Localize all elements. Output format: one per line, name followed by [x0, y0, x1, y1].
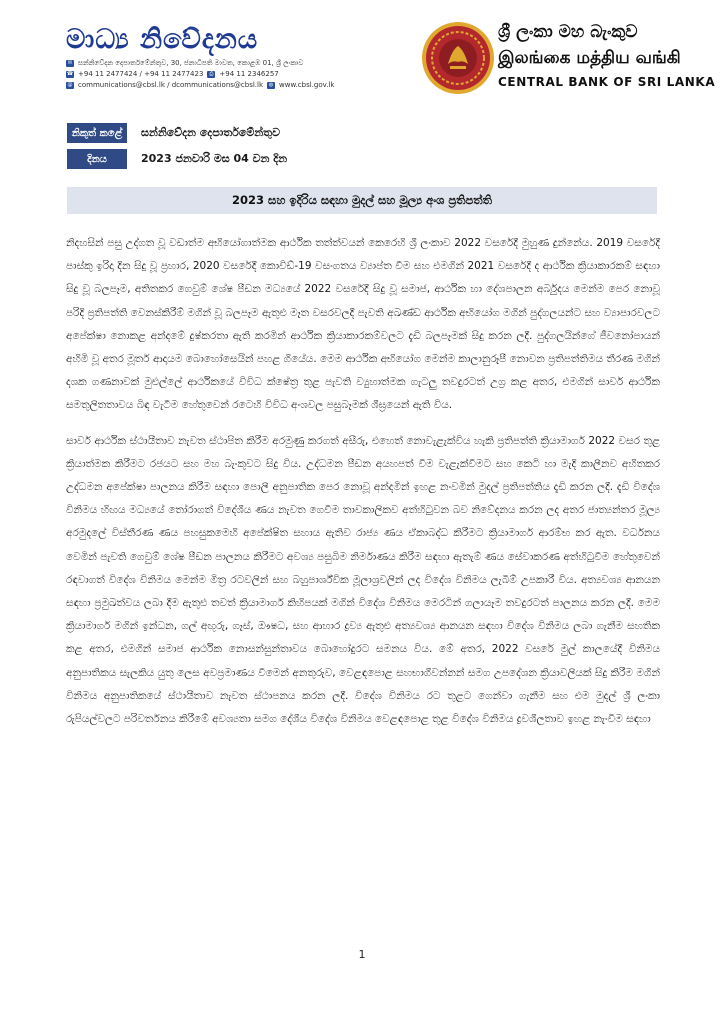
fax-icon: ⎙: [209, 71, 214, 77]
date-row: [67, 147, 287, 171]
document-body: [66, 232, 660, 743]
date-label: දිනය: [67, 149, 127, 169]
document-title-banner: [67, 187, 657, 214]
issued-by-value: සන්නිවේදන දෙපාර්තමේන්තුව: [141, 126, 281, 139]
website-text[interactable]: www.cbsl.gov.lk: [279, 81, 335, 89]
paragraph: සාර්ව ආර්ථික ස්ථායීතාව නැවත ස්ථාපිත කිරීම අරමුණු කරගත් අසීරු, එහෙත් නොවැළැක්විය හැකි ප්‍රතිපත්ති ක්‍රියාමාර්ග 2022 වසර තුළ ක්‍රියාත්මක කිරීමට රජයට සහ මහ බැංකුවට සිදු විය. උද්ධමන පීඩන අයහපත් වීම වැළැක්වීමට සහ කෙටි හා මැදි කාලීනව අහිතකර උද්ධමන අපේක්ෂා පාලනය කිරීම සඳහා පොලී අනුපාතික පෙර නොවූ අන්දමින් ඉහළ නංවමින් මුදල් ප්‍රතිපත්තිය දැඩි කරන ලදී. දැඩි විදේශ විනිමය හිඟය මධ්‍යයේ තෝරාගත් විදේශීය ණය නැවත ගෙවීම තාවකාලිකව අත්හිටුවන බව නිවේදනය කරන ලද අතර ජාත්‍යන්තර මූල්‍ය අරමුදලේ විස්තීරණ ණය පහසුකමෙහි අපේක්ෂිත සහාය ඇතිව රාජ්‍ය ණය ඒකාබද්ධ කිරීමට ක්‍රියාමාර්ග ආරම්භ කර ඇත. වර්ධනය වෙමින් පැවති ගෙවුම් ශේෂ පීඩන පාලනය කිරීමට අවශ්‍ය පසුබිම නිර්මාණය කිරීම සඳහා ඇතැම් ණය සේවාකරණ අත්හිටුවීම හේතුවෙන් රඳවාගත් විදේශ විනිමය මෙන්ම මිත්‍ර රටවලින් සහ බහුපාර්ශ්වික මූලාශ්‍රවලින් ලද විදේශ විනිමය ලැබීම් උපකාරී විය. අත්‍යවශ්‍ය ආනයන සඳහා ප්‍රමුඛත්වය ලබා දීම ඇතුළු තවත් ක්‍රියාමාර්ග කිහිපයක් මගින් විදේශ විනිමය මෙරටින් ගලායෑම තවදුරටත් පාලනය කරන ලදී. මෙම ක්‍රියාමාර්ග මගින් ඉන්ධන, ගල් අඟුරු, ගෑස්, ඖෂධ, සහ ආහාර ද්‍රව්‍ය ඇතුළු අත්‍යවශ්‍ය ආනයන සඳහා විදේශ විනිමය ලබා ගැනීම සහතික කළ අතර, එමගින් සමාජ ආර්ථික නොසන්සුන්තාවය බොහෝදුරට සමනය විය. මේ අතර, 2022 වසරේ මුල් කාලයේදී විනිමය අනුපාතිකය සැලකිය යුතු ලෙස අවප්‍රමාණය වීමෙන් අනතුරුව, වෙළඳපොළ සහභාගීවන්නන් සමග උපදේශන ක්‍රියාවලියක් සිදු කිරීම මගින් විනිමය අනුපාතිකයේ ස්ථායීතාව නැවත ස්ථාපනය කරන ලදී. විදේශ විනිමය රට තුළට ගෙන්වා ගැනීම සහ එම මුදල් ශ්‍රී ලංකා රුපියල්වලට පරිවර්තනය කිරීමේ අවශ්‍යතා සමග දේශීය විදේශ විනිමය වෙළඳපොළ තුළ විදේශ විනිමය ද්‍රවශීලතාව ඉහළ නැංවීම සඳහා: [66, 434, 660, 726]
document-title: 2023 සහ ඉදිරිය සඳහා මුදල් සහ මූල්‍ය අංශ ප්‍රතිපත්ති: [232, 193, 492, 207]
phone-text: +94 11 2477424 / +94 11 2477423: [78, 70, 204, 78]
media-release-title: මාධ්‍ය නිවේදනය: [66, 24, 259, 55]
bank-name-tamil: இலங்கை மத்திய வங்கி: [498, 48, 681, 68]
address-row: [66, 58, 334, 69]
page-number: 1: [358, 948, 366, 961]
letterhead: [0, 0, 724, 110]
release-meta: [67, 121, 287, 173]
cbsl-seal-icon: [420, 20, 496, 96]
web-row: [66, 80, 334, 91]
at-icon: @: [67, 82, 73, 88]
phone-icon: ☎: [66, 71, 74, 77]
mail-icon: ✉: [67, 60, 73, 66]
globe-icon: ◍: [268, 82, 274, 88]
issued-by-row: [67, 121, 287, 145]
contact-block: [66, 58, 334, 91]
phone-row: [66, 69, 334, 80]
address-text: සන්නිවේදන දෙපාර්තමේන්තුව, 30, ජනාධිපති මාවත, කොළඹ 01, ශ්‍රී ලංකාව: [78, 59, 304, 67]
bank-name-sinhala: ශ්‍රී ලංකා මහ බැංකුව: [498, 22, 638, 42]
paragraph: නිදහසින් පසු උද්ගත වූ වඩාත්ම අභියෝගාත්මක ආර්ථික තත්ත්වයන් කෙරෙහි ශ්‍රී ලංකාව 2022 වසරේදී මුහුණ දුන්නේය. 2019 වසරේදී පාස්කු ඉරිදා දින සිදු වූ ප්‍රහාර, 2020 වසරේදී කොවිඩ්-19 වසංගතය ව්‍යාප්ත වීම සහ එමගින් 2021 වසරේදී ද ආර්ථික ක්‍රියාකාරකම් සඳහා සිදු වූ බලපෑම, අතිතකර ගෙවුම් ශේෂ පීඩන මධ්‍යයේ 2022 වසරේදී සිදු වූ සමාජ, ආර්ථික හා දේශපාලන අර්බුදය මෙන්ම පෙර නොවූ පරිදි ප්‍රතිපත්ති වෙනස්කිරීම් මගින් වූ බලපෑම ඇතුළු මෑත වසරවලදී පැවති අඛණ්ඩ ආර්ථික අභියෝග මගින් පුද්ගලයන්ට සහ ව්‍යාපාරවලට අපේක්ෂා නොකළ අන්දමේ දුෂ්කරතා ඇති කරමින් ආර්ථික ක්‍රියාකාරකම්වලට දැඩි බලපෑමක් සිදු කරන ලදී. පුද්ගලයින්ගේ ජීවනෝපායන් අහිමි වූ අතර මූර්ත ආදායම බොහෝසෙයින් පහළ ගියේය. මෙම ආර්ථික අභියෝග මෙන්ම කාලානුරූපී නොවන ප්‍රතිපත්තිමය තීරණ මගින් දශක ගණනාවක් මුළුල්ලේ ආර්ථිකයේ විවිධ ක්ෂේත්‍ර තුළ පැවති ව්‍යුහාත්මක ගැටලු තවදුරටත් උග්‍ර කළ අතර, එමගින් සාර්ව ආර්ථික සමතුලිතතාවය බිඳ වැටීම හේතුවෙන් රටෙහි විවිධ අංශවල පසුබෑමක් ශීඝ්‍රයෙන් ඇති විය.: [66, 237, 660, 412]
issued-by-label: නිකුත් කළේ: [67, 123, 127, 143]
bank-name-english: CENTRAL BANK OF SRI LANKA: [498, 75, 716, 89]
email-text[interactable]: communications@cbsl.lk / dcommunications@cbsl.lk: [78, 81, 264, 89]
date-value: 2023 ජනවාරි මස 04 වන දින: [141, 152, 288, 165]
fax-text: +94 11 2346257: [219, 70, 279, 78]
